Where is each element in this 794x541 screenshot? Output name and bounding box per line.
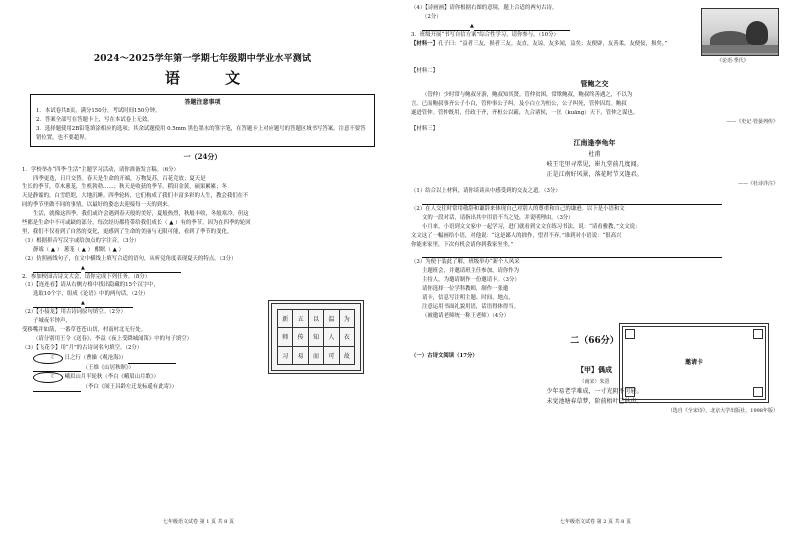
question-4-score: （2分）: [422, 13, 442, 20]
exam-title: 2024～2025学年第一学期七年级期中学业水平测试: [93, 54, 312, 64]
answer-line[interactable]: ▲: [22, 264, 383, 273]
page-footer: 七年级语文试卷 第 1 页 共 8 页: [163, 519, 234, 525]
question-2-2b: 子城夜半钟声，: [33, 318, 71, 325]
page-right: [397, 0, 794, 541]
passage-line: 生活，就像这四季。我们或许会遇到春天般的美好，夏般热烈，秋般丰收，冬般寒冷。但这: [33, 211, 249, 218]
material-3-label: 【材料三】: [411, 126, 438, 133]
poem-line: 少年易老学难成，一寸光阴不可轻。: [546, 387, 643, 395]
character-grid: 新 五 以 温 为 师 传 知 人 衣 习 易 而 可 故: [268, 300, 364, 374]
answer-line[interactable]: ▲: [22, 299, 383, 308]
feihua-line: （王维《山居秋暝》）: [22, 364, 383, 373]
question-1-1-items: 静谧（ ▲ ） 葱茏（ ▲ ） 酣眠（ ▲ ）: [33, 246, 124, 253]
question-3: 3．班级开展“书写自信方案”综合性学习，请你参与。（10分）: [411, 31, 559, 38]
material-3-line: 岐王宅里寻常见，崔九堂前几度闻。: [546, 161, 643, 169]
material-3-source: ——《杜诗详注》: [737, 181, 778, 188]
answer-line[interactable]: [411, 249, 778, 258]
question-3-3: 主题班会，并邀请班主任参加，请你作为: [422, 268, 520, 275]
question-3-3-block: [411, 258, 611, 320]
material-2-line: 言。已而鲍叔事齐公子小白，管仲事公子纠。及小白立为桓公，公子纠死，管仲囚焉。鲍叔: [411, 101, 627, 108]
material-3-line: 正是江南好风景，落花时节又逢君。: [546, 171, 643, 179]
material-3-author: 杜甫: [588, 151, 601, 159]
question-3-3: 请你选择一位学科教师，制作一张邀: [422, 286, 509, 293]
question-3-1: （1）结合以上材料，请你谈谈从中感受到的交友之道。（3分）: [411, 188, 561, 195]
question-1-1: （1）根据拼音写汉字或给加点的字注音。（3分）: [22, 237, 140, 244]
notice-item: 2．答案全部写在答题卡上，写在本试卷上无效。: [36, 116, 153, 123]
question-1-intro: 1．学校举办“四季·生活”主题学习活动，请你准备发言稿。（6分）: [22, 166, 179, 173]
passage-line: 四季更迭，日月交替。春天是生命的开端，万物复苏，百花竞放；夏天是: [33, 175, 206, 182]
question-3-2: 小月来，小语到文文家中一起学习，进门就看到文文在练习书法，说：“请看雅教，”文文说：: [422, 223, 641, 230]
material-1: 【材料一】孔子曰：“益者三友，损者三友。友直，友谅，友多闻，益矣；友便辟，友善柔，友便佞，损矣。”: [411, 40, 668, 47]
notice-heading: 答题注意事项: [184, 99, 221, 106]
notice-item: 1．本试卷共8页，满分150分，考试时间150分钟。: [36, 108, 161, 114]
passage-line: 天是静谧的，白雪皑皑，大地沉睡。四季轮转，它们构成了我们丰富多彩的人生，教会我们在不: [22, 193, 249, 200]
moon-icon: ☾: [33, 372, 63, 383]
question-3-2: 你能来家里，下次有机会请你到我家坐坐。”: [411, 241, 514, 248]
question-3-3: 注意运用书面礼貌用语，话语得体得当。: [422, 303, 520, 310]
poem-line: 未觉池塘春草梦，阶前梧叶已秋声。: [546, 397, 643, 405]
answer-line[interactable]: [411, 196, 778, 205]
section-two-heading: 二（66分）: [570, 335, 619, 346]
question-2-intro: 2．参加校园古诗文大会，请你完成下列任务。（8分）: [22, 273, 151, 280]
notice-item: 3．选择题使用2B铅笔填涂相应的选项；其余试题使用 0.5mm 黑色墨水的签字笔，在答题卡上对应题号的答题区域书写答案，注意不要答错位置，也不要超界。: [36, 125, 366, 141]
passage-line: 生长的季节，草木葱茏，生机勃勃……；秋天是收获的季节，稻田金黄，硕果累累；冬: [22, 184, 227, 191]
answer-line[interactable]: ▲: [411, 22, 778, 31]
passage-line: 里，我们不仅看到了自然的变化，更感到了生命的美丽与无限可能，看到了季节的变化。: [22, 228, 233, 235]
question-3-2: （2）在人交往时常用敬辞和谦辞来体现自己对别人的尊重和自己的谦逊。以下是小语和文: [411, 205, 625, 212]
question-2-2a: （2）【小接龙】用古诗词原句填空。（2分）: [22, 309, 126, 316]
subsection-1-heading: （一）古诗文阅读（17分）: [411, 352, 478, 359]
landscape-painting: [701, 8, 779, 56]
question-2-3b: （请分别用王令《送春》、李益《夜上受降城闻笛》中的句子填空）: [33, 335, 193, 342]
question-2-1a: （1）【连连看】请从右侧方格中找出隐藏的15个汉字中，: [22, 282, 159, 289]
passage-line: 同的季节里做不同的事情，以最好的姿态去迎接每一天的到来。: [22, 202, 173, 209]
passage-line: 些都是生命中不可或缺的部分，每次经历都将带给我们成长（ ▲ ）有的季节，因为在四季的轮回: [22, 220, 251, 227]
question-2-4: （3）【飞花令】用“月”的古诗词名句填空。（2分）: [22, 344, 143, 351]
page-footer: 七年级语文试卷 第 2 页 共 8 页: [560, 519, 631, 525]
question-3-3: （被邀请老师统一称王老师）（4分）: [422, 312, 509, 319]
question-3-3: 主持人，为邀请制作一份邀请卡。（3分）: [422, 277, 520, 284]
invitation-card-title: 邀请卡: [684, 359, 703, 366]
feihua-line: ☾ 峨眉山月半轮秋（李白《峨眉山月歌》）: [22, 372, 383, 383]
question-3-3: （3）为便于装此了解，班级举办“新个人风采: [411, 259, 520, 266]
question-4: （4）【诗画画】请你根据右图的意境，题上合适的两句古诗。: [411, 5, 558, 11]
invitation-card[interactable]: [619, 323, 769, 403]
question-2-3a: 受移嘴并如箭，一番草苍苍山切，村南村北无行处。: [22, 326, 146, 333]
notice-box: [30, 94, 375, 147]
moon-icon: ☾: [33, 353, 63, 364]
material-2-line: （管仲）少时常与鲍叔牙游，鲍叔知其贤。管仲贫困，常欺鲍叔，鲍叔终善遇之，不以为: [422, 92, 633, 99]
material-3-title: 江南逢李龟年: [573, 138, 616, 148]
feihua-line: （李白《闻王昌龄左迁龙标遥有此寄》）: [22, 383, 383, 392]
subject-title: 语 文: [164, 69, 261, 87]
question-1-2: （2）仿照画线句子，在文中横线上填写合适的语句，从听觉角度表现夏天的特点。（3分）: [22, 255, 237, 262]
painting-caption: 《论语·季氏》: [717, 58, 749, 64]
question-3-2: 文的一段对话，请指出其中用语不当之处，并说明理由。（3分）: [422, 214, 574, 221]
material-2-label: 【材料二】: [411, 67, 438, 74]
question-3-2: 文文这了一幅画给小语，对他说：“这是鄙人的拙作，望君不弃。”谁到对小语说：“很高兴: [411, 232, 622, 239]
poem-title: 【甲】偶成: [577, 364, 612, 374]
poem-source: （选自《全宋诗》，北京大学出版社，1998年版）: [667, 407, 778, 414]
question-3-3: 请卡，信息写注明主题、时间、地点，: [422, 294, 514, 301]
section-one-heading: 一（24分）: [183, 151, 222, 161]
poem-author: （南宋）朱熹: [579, 378, 610, 385]
feihua-line: ☾ 日之行（曹操《观沧海》）: [22, 353, 383, 364]
material-2-source: ——《史记·管晏列传》: [726, 119, 778, 126]
question-2-1b: 选取10个字，组成《论语》中的两句话。（2分）: [33, 291, 149, 298]
material-2-line: 遂进管仲。管仲既用，任政于齐，齐桓公以霸，九合诸侯，一匡（kuāng）天下，管仲之谋也。: [411, 110, 639, 117]
material-2-title: 管鲍之交: [580, 79, 609, 89]
